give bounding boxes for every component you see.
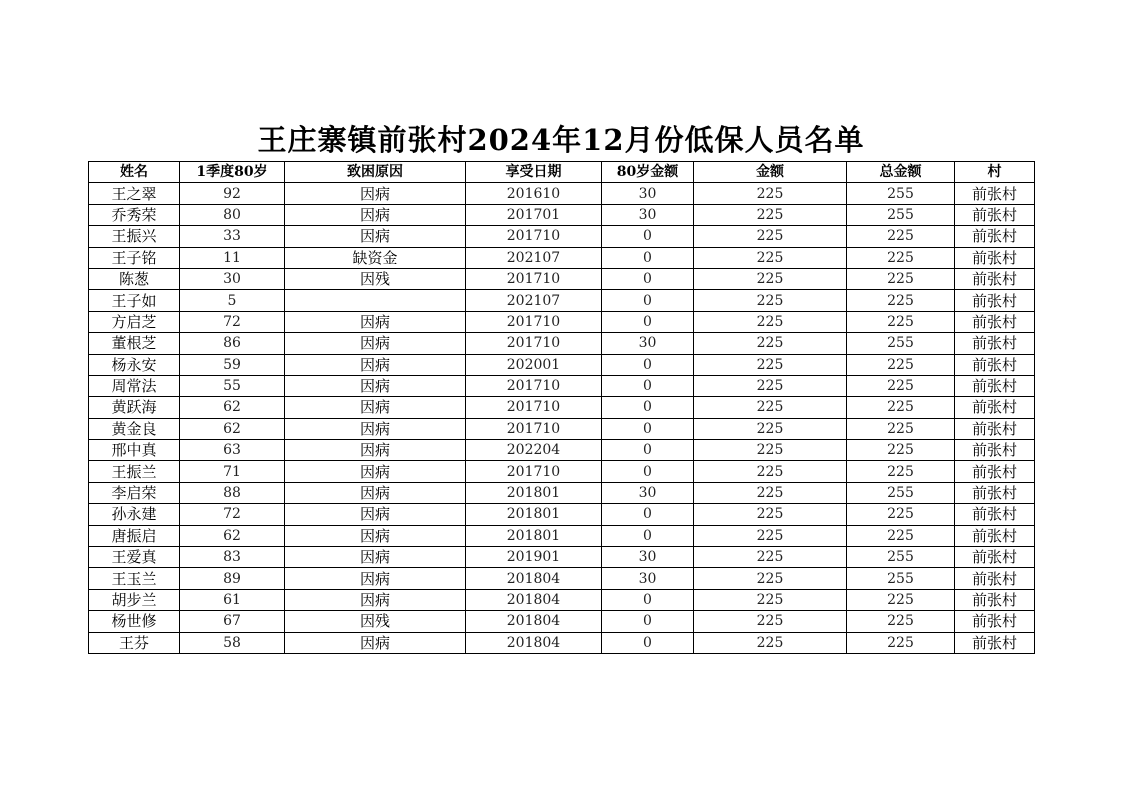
total-cell: 225 — [847, 461, 955, 482]
reason-cell: 因病 — [285, 568, 466, 589]
age-cell: 58 — [180, 632, 285, 653]
reason-cell: 缺资金 — [285, 247, 466, 268]
total-cell: 255 — [847, 183, 955, 204]
amount-cell: 225 — [694, 247, 847, 268]
name-cell: 孙永建 — [89, 504, 180, 525]
reason-cell: 因病 — [285, 333, 466, 354]
name-cell: 王玉兰 — [89, 568, 180, 589]
start-date-cell: 201710 — [466, 333, 602, 354]
elder-amount-cell: 0 — [602, 461, 694, 482]
table-row — [89, 482, 1035, 503]
name-cell: 王振兴 — [89, 226, 180, 247]
reason-cell: 因病 — [285, 375, 466, 396]
amount-cell: 225 — [694, 311, 847, 332]
age-cell: 89 — [180, 568, 285, 589]
total-cell: 255 — [847, 333, 955, 354]
total-cell: 225 — [847, 525, 955, 546]
table-row — [89, 504, 1035, 525]
start-date-cell: 201804 — [466, 611, 602, 632]
village-cell: 前张村 — [955, 504, 1035, 525]
village-cell: 前张村 — [955, 461, 1035, 482]
amount-cell: 225 — [694, 525, 847, 546]
village-cell: 前张村 — [955, 547, 1035, 568]
amount-cell: 225 — [694, 268, 847, 289]
elder-amount-cell: 0 — [602, 440, 694, 461]
table-header-row — [89, 162, 1035, 183]
village-cell: 前张村 — [955, 440, 1035, 461]
reason-cell: 因病 — [285, 632, 466, 653]
elder-amount-cell: 0 — [602, 589, 694, 610]
age-cell: 83 — [180, 547, 285, 568]
table-row — [89, 525, 1035, 546]
column-header-amount: 金额 — [694, 162, 847, 183]
start-date-cell: 202107 — [466, 290, 602, 311]
name-cell: 王芬 — [89, 632, 180, 653]
elder-amount-cell: 0 — [602, 290, 694, 311]
amount-cell: 225 — [694, 440, 847, 461]
reason-cell: 因病 — [285, 525, 466, 546]
name-cell: 王之翠 — [89, 183, 180, 204]
name-cell: 唐振启 — [89, 525, 180, 546]
elder-amount-cell: 0 — [602, 525, 694, 546]
reason-cell: 因病 — [285, 183, 466, 204]
start-date-cell: 201710 — [466, 397, 602, 418]
village-cell: 前张村 — [955, 375, 1035, 396]
age-cell: 59 — [180, 354, 285, 375]
name-cell: 杨永安 — [89, 354, 180, 375]
amount-cell: 225 — [694, 354, 847, 375]
amount-cell: 225 — [694, 375, 847, 396]
reason-cell: 因病 — [285, 418, 466, 439]
village-cell: 前张村 — [955, 311, 1035, 332]
name-cell: 周常法 — [89, 375, 180, 396]
age-cell: 63 — [180, 440, 285, 461]
age-cell: 62 — [180, 525, 285, 546]
total-cell: 225 — [847, 354, 955, 375]
start-date-cell: 202107 — [466, 247, 602, 268]
elder-amount-cell: 0 — [602, 504, 694, 525]
name-cell: 王爱真 — [89, 547, 180, 568]
total-cell: 225 — [847, 226, 955, 247]
age-cell: 67 — [180, 611, 285, 632]
table-row — [89, 461, 1035, 482]
start-date-cell: 202001 — [466, 354, 602, 375]
age-cell: 80 — [180, 204, 285, 225]
column-header-village: 村 — [955, 162, 1035, 183]
start-date-cell: 201804 — [466, 589, 602, 610]
reason-cell: 因病 — [285, 204, 466, 225]
table-row — [89, 589, 1035, 610]
village-cell: 前张村 — [955, 333, 1035, 354]
elder-amount-cell: 0 — [602, 354, 694, 375]
table-row — [89, 611, 1035, 632]
elder-amount-cell: 0 — [602, 268, 694, 289]
total-cell: 225 — [847, 589, 955, 610]
table-row — [89, 333, 1035, 354]
village-cell: 前张村 — [955, 568, 1035, 589]
elder-amount-cell: 0 — [602, 375, 694, 396]
village-cell: 前张村 — [955, 397, 1035, 418]
amount-cell: 225 — [694, 290, 847, 311]
start-date-cell: 201701 — [466, 204, 602, 225]
amount-cell: 225 — [694, 504, 847, 525]
age-cell: 72 — [180, 311, 285, 332]
village-cell: 前张村 — [955, 632, 1035, 653]
column-header-start-date: 享受日期 — [466, 162, 602, 183]
name-cell: 李启荣 — [89, 482, 180, 503]
name-cell: 杨世修 — [89, 611, 180, 632]
age-cell: 33 — [180, 226, 285, 247]
amount-cell: 225 — [694, 226, 847, 247]
age-cell: 5 — [180, 290, 285, 311]
elder-amount-cell: 0 — [602, 632, 694, 653]
elder-amount-cell: 0 — [602, 397, 694, 418]
amount-cell: 225 — [694, 461, 847, 482]
total-cell: 255 — [847, 204, 955, 225]
age-cell: 55 — [180, 375, 285, 396]
elder-amount-cell: 0 — [602, 418, 694, 439]
start-date-cell: 201801 — [466, 525, 602, 546]
reason-cell: 因残 — [285, 268, 466, 289]
start-date-cell: 201710 — [466, 461, 602, 482]
age-cell: 61 — [180, 589, 285, 610]
beneficiary-table — [88, 161, 1035, 654]
start-date-cell: 202204 — [466, 440, 602, 461]
age-cell: 30 — [180, 268, 285, 289]
total-cell: 225 — [847, 290, 955, 311]
elder-amount-cell: 30 — [602, 568, 694, 589]
column-header-elder-amount: 80岁金额 — [602, 162, 694, 183]
total-cell: 255 — [847, 482, 955, 503]
table-row — [89, 397, 1035, 418]
reason-cell: 因残 — [285, 611, 466, 632]
village-cell: 前张村 — [955, 290, 1035, 311]
table-row — [89, 547, 1035, 568]
reason-cell: 因病 — [285, 226, 466, 247]
total-cell: 225 — [847, 418, 955, 439]
table-body — [89, 183, 1035, 654]
name-cell: 王振兰 — [89, 461, 180, 482]
start-date-cell: 201804 — [466, 568, 602, 589]
name-cell: 黄跃海 — [89, 397, 180, 418]
total-cell: 225 — [847, 504, 955, 525]
total-cell: 225 — [847, 611, 955, 632]
elder-amount-cell: 30 — [602, 482, 694, 503]
elder-amount-cell: 30 — [602, 333, 694, 354]
start-date-cell: 201901 — [466, 547, 602, 568]
start-date-cell: 201710 — [466, 418, 602, 439]
start-date-cell: 201710 — [466, 226, 602, 247]
total-cell: 225 — [847, 311, 955, 332]
reason-cell: 因病 — [285, 482, 466, 503]
table-row — [89, 268, 1035, 289]
column-header-reason: 致困原因 — [285, 162, 466, 183]
name-cell: 邢中真 — [89, 440, 180, 461]
amount-cell: 225 — [694, 632, 847, 653]
name-cell: 方启芝 — [89, 311, 180, 332]
start-date-cell: 201610 — [466, 183, 602, 204]
amount-cell: 225 — [694, 547, 847, 568]
age-cell: 88 — [180, 482, 285, 503]
name-cell: 乔秀荣 — [89, 204, 180, 225]
village-cell: 前张村 — [955, 611, 1035, 632]
reason-cell: 因病 — [285, 589, 466, 610]
reason-cell: 因病 — [285, 397, 466, 418]
column-header-name: 姓名 — [89, 162, 180, 183]
table-row — [89, 247, 1035, 268]
reason-cell: 因病 — [285, 440, 466, 461]
village-cell: 前张村 — [955, 589, 1035, 610]
amount-cell: 225 — [694, 589, 847, 610]
age-cell: 62 — [180, 397, 285, 418]
amount-cell: 225 — [694, 183, 847, 204]
age-cell: 71 — [180, 461, 285, 482]
village-cell: 前张村 — [955, 354, 1035, 375]
total-cell: 225 — [847, 375, 955, 396]
table-row — [89, 418, 1035, 439]
age-cell: 86 — [180, 333, 285, 354]
name-cell: 陈葱 — [89, 268, 180, 289]
name-cell: 胡步兰 — [89, 589, 180, 610]
table-row — [89, 440, 1035, 461]
elder-amount-cell: 0 — [602, 247, 694, 268]
village-cell: 前张村 — [955, 525, 1035, 546]
page-title: 王庄寨镇前张村2024年12月份低保人员名单 — [257, 123, 865, 157]
table-row — [89, 204, 1035, 225]
name-cell: 董根芝 — [89, 333, 180, 354]
column-header-total: 总金额 — [847, 162, 955, 183]
amount-cell: 225 — [694, 333, 847, 354]
total-cell: 255 — [847, 568, 955, 589]
elder-amount-cell: 30 — [602, 204, 694, 225]
table-row — [89, 354, 1035, 375]
reason-cell: 因病 — [285, 504, 466, 525]
amount-cell: 225 — [694, 397, 847, 418]
total-cell: 225 — [847, 440, 955, 461]
village-cell: 前张村 — [955, 268, 1035, 289]
total-cell: 225 — [847, 397, 955, 418]
village-cell: 前张村 — [955, 247, 1035, 268]
village-cell: 前张村 — [955, 183, 1035, 204]
reason-cell: 因病 — [285, 461, 466, 482]
age-cell: 11 — [180, 247, 285, 268]
village-cell: 前张村 — [955, 226, 1035, 247]
name-cell: 黄金良 — [89, 418, 180, 439]
name-cell: 王子铭 — [89, 247, 180, 268]
amount-cell: 225 — [694, 482, 847, 503]
reason-cell: 因病 — [285, 354, 466, 375]
table-row — [89, 375, 1035, 396]
amount-cell: 225 — [694, 204, 847, 225]
amount-cell: 225 — [694, 611, 847, 632]
table-row — [89, 290, 1035, 311]
table-row — [89, 311, 1035, 332]
village-cell: 前张村 — [955, 204, 1035, 225]
reason-cell — [285, 290, 466, 311]
table-row — [89, 226, 1035, 247]
start-date-cell: 201710 — [466, 375, 602, 396]
amount-cell: 225 — [694, 418, 847, 439]
column-header-age: 1季度80岁 — [180, 162, 285, 183]
elder-amount-cell: 0 — [602, 611, 694, 632]
village-cell: 前张村 — [955, 418, 1035, 439]
table-row — [89, 632, 1035, 653]
table-row — [89, 568, 1035, 589]
elder-amount-cell: 0 — [602, 311, 694, 332]
age-cell: 62 — [180, 418, 285, 439]
amount-cell: 225 — [694, 568, 847, 589]
name-cell: 王子如 — [89, 290, 180, 311]
elder-amount-cell: 0 — [602, 226, 694, 247]
age-cell: 92 — [180, 183, 285, 204]
total-cell: 225 — [847, 268, 955, 289]
start-date-cell: 201801 — [466, 482, 602, 503]
total-cell: 255 — [847, 547, 955, 568]
start-date-cell: 201710 — [466, 311, 602, 332]
total-cell: 225 — [847, 247, 955, 268]
start-date-cell: 201710 — [466, 268, 602, 289]
village-cell: 前张村 — [955, 482, 1035, 503]
start-date-cell: 201804 — [466, 632, 602, 653]
age-cell: 72 — [180, 504, 285, 525]
reason-cell: 因病 — [285, 311, 466, 332]
reason-cell: 因病 — [285, 547, 466, 568]
total-cell: 225 — [847, 632, 955, 653]
elder-amount-cell: 30 — [602, 547, 694, 568]
start-date-cell: 201801 — [466, 504, 602, 525]
table-row — [89, 183, 1035, 204]
elder-amount-cell: 30 — [602, 183, 694, 204]
